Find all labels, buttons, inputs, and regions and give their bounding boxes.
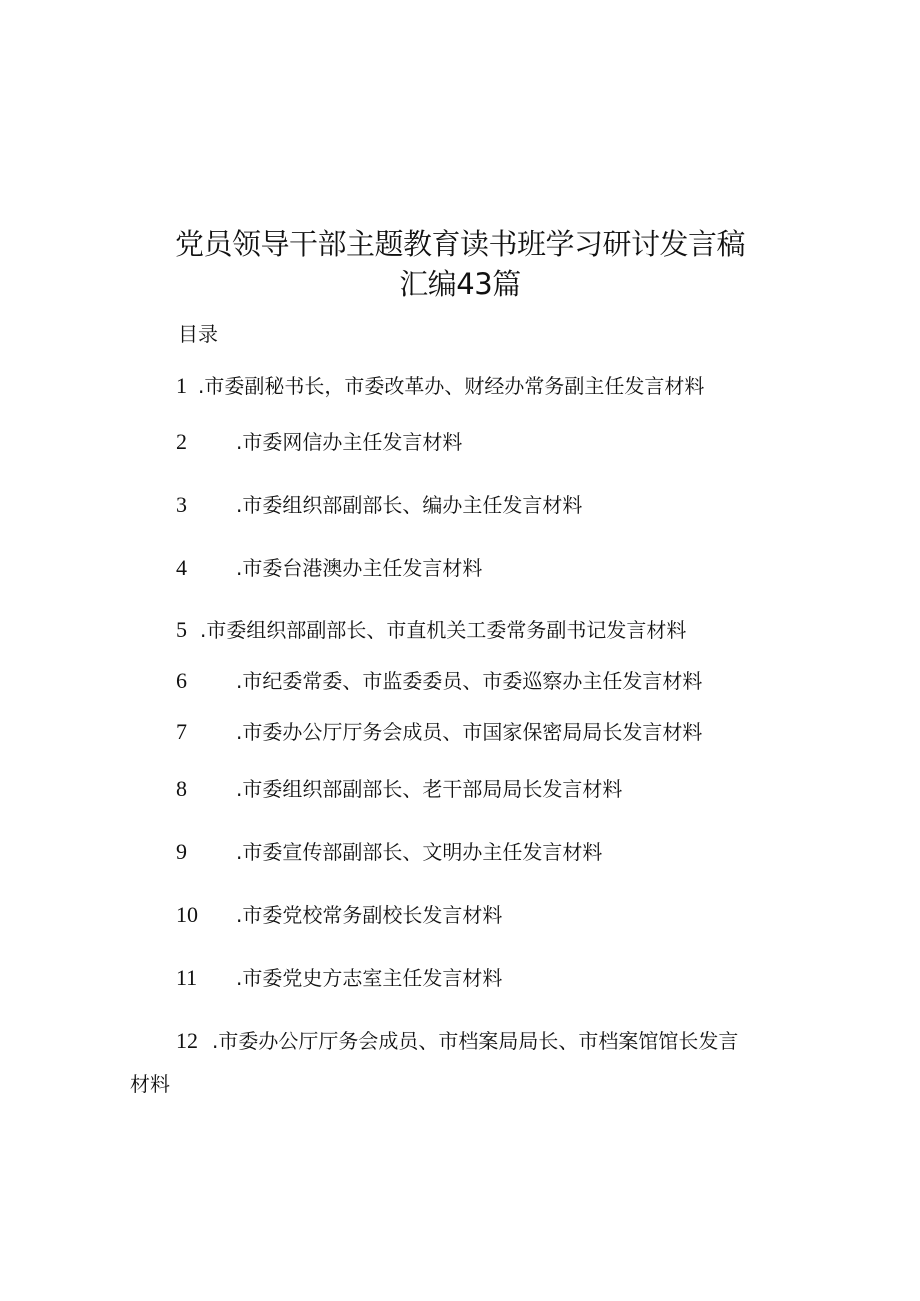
toc-entry-number: 2 — [176, 429, 187, 454]
toc-entry-text: .市委办公厅厅务会成员、市档案局局长、市档案馆馆长发言 — [212, 1029, 739, 1053]
toc-entry-text: .市委网信办主任发言材料 — [236, 430, 463, 454]
toc-entry-text: .市委组织部副部长、市直机关工委常务副书记发言材料 — [200, 618, 687, 642]
toc-entry-text: .市委党史方志室主任发言材料 — [236, 966, 503, 990]
toc-entry-text: .市委党校常务副校长发言材料 — [236, 903, 503, 927]
toc-entry-text-continuation: 材料 — [130, 1072, 170, 1096]
toc-entry-number: 9 — [176, 839, 187, 864]
document-title-line-2: 汇编43篇 — [399, 267, 521, 301]
toc-entry-number: 10 — [176, 902, 198, 927]
toc-entry-text: .市委副秘书长，市委改革办、财经办常务副主任发言材料 — [198, 374, 705, 398]
toc-entry-text: .市委台港澳办主任发言材料 — [236, 556, 483, 580]
toc-entry-number: 12 — [176, 1028, 198, 1053]
toc-entry-number: 1 — [176, 373, 187, 398]
toc-entry-text: .市委办公厅厅务会成员、市国家保密局局长发言材料 — [236, 720, 703, 744]
toc-entry-number: 7 — [176, 719, 187, 744]
toc-entry-number: 8 — [176, 776, 187, 801]
toc-entry-number: 3 — [176, 492, 187, 517]
document-title-line-1: 党员领导干部主题教育读书班学习研讨发言稿 — [174, 227, 745, 261]
toc-entry-number: 6 — [176, 668, 187, 693]
toc-entry-text: .市委组织部副部长、编办主任发言材料 — [236, 493, 583, 517]
toc-entry-number: 5 — [176, 617, 187, 642]
toc-entry-text: .市委组织部副部长、老干部局局长发言材料 — [236, 777, 623, 801]
toc-heading: 目录 — [178, 322, 218, 346]
toc-entry-number: 4 — [176, 555, 187, 580]
toc-entry-number: 11 — [176, 965, 198, 990]
toc-entry-text: .市纪委常委、市监委委员、市委巡察办主任发言材料 — [236, 669, 703, 693]
toc-entry-text: .市委宣传部副部长、文明办主任发言材料 — [236, 840, 603, 864]
